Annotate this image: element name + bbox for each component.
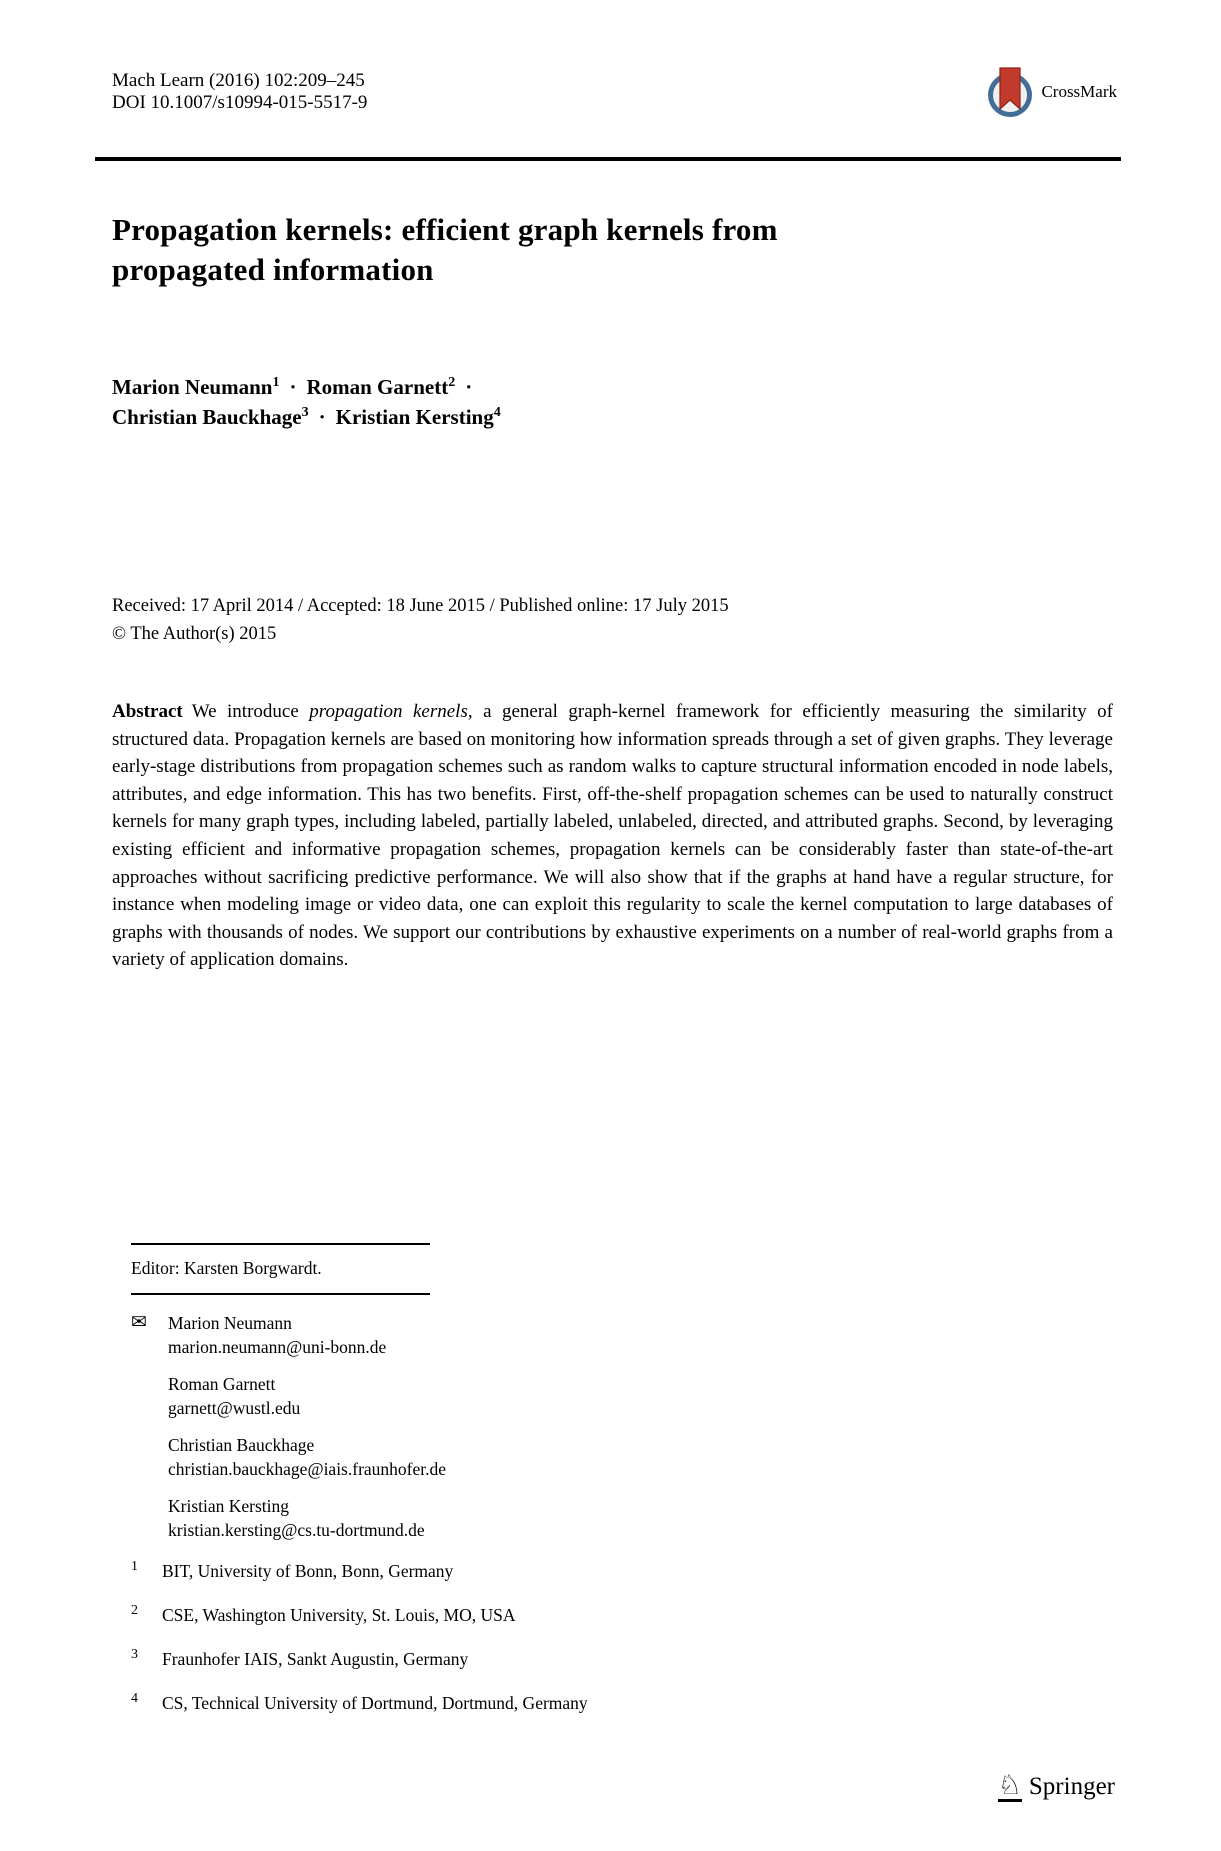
header-divider (95, 157, 1121, 161)
author (306, 375, 455, 399)
crossmark-label: CrossMark (1041, 82, 1117, 101)
affiliation-entry (131, 1687, 1031, 1715)
contact-name: Marion Neumann (168, 1313, 292, 1333)
contact-text (168, 1433, 446, 1481)
abstract (112, 698, 1113, 974)
affiliation-entry (131, 1555, 1031, 1583)
affiliation-entry (131, 1599, 1031, 1627)
contact-text (168, 1311, 386, 1359)
editor-line: Editor: Karsten Borgwardt. (131, 1258, 322, 1278)
contact-name: Kristian Kersting (168, 1496, 290, 1516)
footnote-section (131, 1243, 1031, 1731)
author-affiliation-ref: 4 (493, 405, 501, 420)
doi-line: DOI 10.1007/s10994-015-5517-9 (112, 92, 368, 113)
springer-logo (998, 1772, 1115, 1802)
received-accepted-line: Received: 17 April 2014 / Accepted: 18 June 2015 / Published online: 17 July 2015 (112, 596, 729, 616)
contact-text (168, 1372, 300, 1420)
springer-label: Springer (1028, 1773, 1115, 1800)
contact-email: garnett@wustl.edu (168, 1398, 301, 1418)
contact-entry (131, 1311, 1031, 1359)
affiliation-number: 2 (131, 1603, 138, 1618)
crossmark-icon (985, 66, 1035, 118)
affiliation-text: BIT, University of Bonn, Bonn, Germany (162, 1561, 454, 1581)
journal-reference: Mach Learn (2016) 102:209–245 (112, 70, 365, 91)
affiliation-number: 1 (131, 1559, 138, 1574)
abstract-italic-term: propagation kernels (309, 701, 468, 722)
affiliation-text: CSE, Washington University, St. Louis, MO, USA (162, 1605, 516, 1625)
author (336, 405, 501, 429)
contact-entry (131, 1494, 1031, 1542)
abstract-intro: We introduce (191, 701, 299, 722)
abstract-label: Abstract (112, 701, 183, 722)
author (112, 375, 279, 399)
springer-knight-icon: ♘ (997, 1770, 1022, 1800)
page-header (112, 70, 1117, 118)
contact-name: Christian Bauckhage (168, 1435, 315, 1455)
copyright-line: © The Author(s) 2015 (112, 624, 277, 644)
footnote-divider-bottom (131, 1293, 430, 1295)
author-name: Marion Neumann (112, 375, 273, 399)
envelope-icon: ✉ (131, 1312, 147, 1333)
paper-title (112, 210, 778, 290)
author-affiliation-ref: 1 (272, 375, 280, 390)
journal-reference-block (112, 70, 367, 114)
author-name: Roman Garnett (306, 375, 449, 399)
correspondence-block (131, 1311, 1031, 1542)
affiliation-text: Fraunhofer IAIS, Sankt Augustin, Germany (162, 1649, 469, 1669)
paper-title-line1: Propagation kernels: efficient graph kernels from (112, 212, 778, 247)
affiliation-text: CS, Technical University of Dortmund, Dortmund, Germany (162, 1693, 588, 1713)
contact-text (168, 1494, 425, 1542)
contact-entry (131, 1433, 1031, 1481)
paper-title-line2: propagated information (112, 252, 434, 287)
affiliation-number: 3 (131, 1647, 138, 1662)
author-separator: · (289, 375, 297, 399)
publication-dates-block (112, 592, 729, 648)
contact-email: marion.neumann@uni-bonn.de (168, 1337, 387, 1357)
author-name: Christian Bauckhage (112, 405, 302, 429)
affiliation-entry (131, 1643, 1031, 1671)
affiliation-number: 4 (131, 1691, 138, 1706)
abstract-body: , a general graph-kernel framework for efficiently measuring the similarity of structured data. Propagation kernels are based on monitoring how information spreads through a set of given graphs. They leverage early-stage distributions from propagation schemes such as random walks to capture structural information encoded in node labels, attributes, and edge information. This has two benefits. First, off-the-shelf propagation schemes can be used to naturally construct kernels for many graph types, including labeled, partially labeled, unlabeled, directed, and attributed graphs. Second, by leveraging existing efficient and informative propagation schemes, propagation kernels can be considerably faster than state-of-the-art approaches without sacrificing predictive performance. We will also show that if the graphs at hand have a regular structure, for instance when modeling image or video data, one can exploit this regularity to scale the kernel computation to large databases of graphs with thousands of nodes. We support our contributions by exhaustive experiments on a number of real-world graphs from a variety of application domains. (112, 701, 1113, 971)
contact-email: christian.bauckhage@iais.fraunhofer.de (168, 1459, 447, 1479)
author (112, 405, 309, 429)
contact-name: Roman Garnett (168, 1374, 276, 1394)
author-separator: · (465, 375, 473, 399)
author-affiliation-ref: 3 (301, 405, 309, 420)
footnote-divider-top (131, 1243, 430, 1245)
affiliations-block (131, 1555, 1031, 1715)
authors-block (112, 372, 501, 432)
contact-email: kristian.kersting@cs.tu-dortmund.de (168, 1520, 425, 1540)
crossmark-badge[interactable] (985, 66, 1117, 118)
contact-entry (131, 1372, 1031, 1420)
contact-icon-spacer (131, 1494, 168, 1542)
contact-icon-spacer (131, 1372, 168, 1420)
author-name: Kristian Kersting (335, 405, 494, 429)
contact-icon-spacer (131, 1433, 168, 1481)
author-separator: · (318, 405, 326, 429)
author-affiliation-ref: 2 (448, 375, 456, 390)
